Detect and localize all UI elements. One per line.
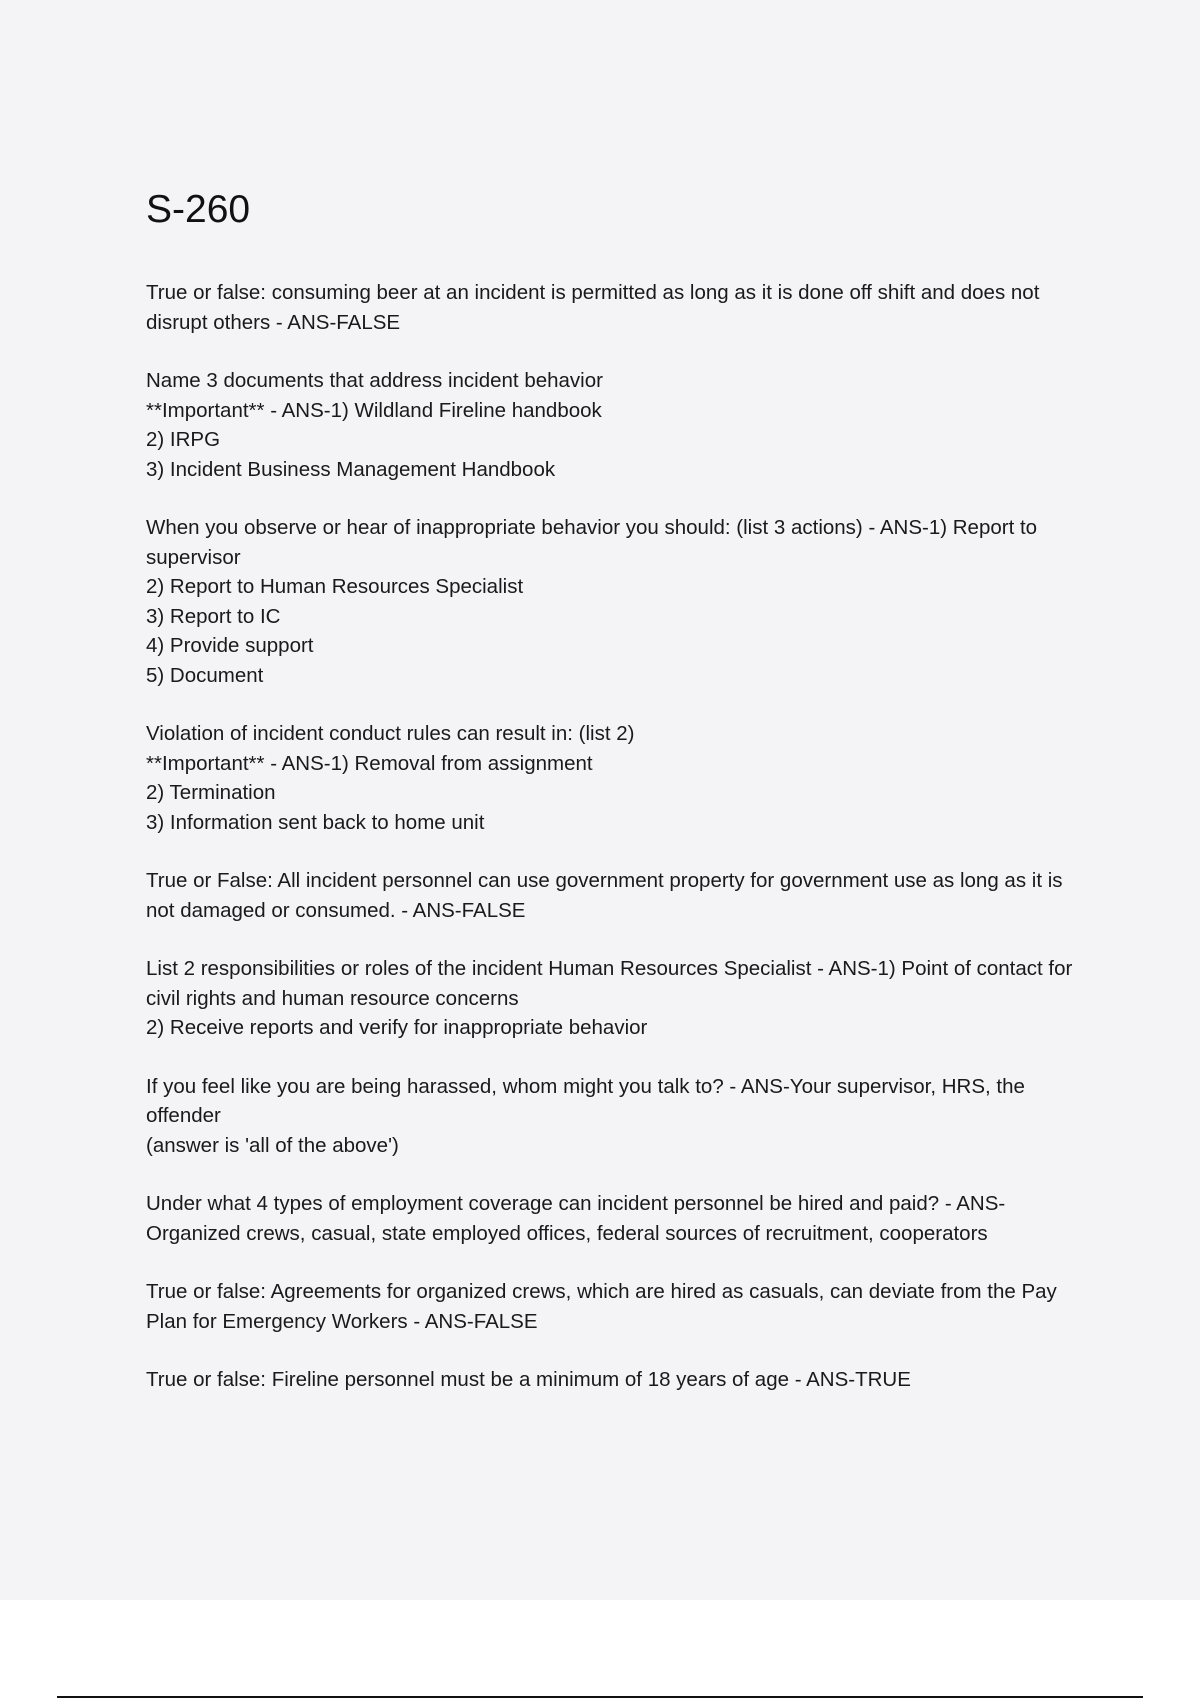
document-title: S-260 [146, 188, 251, 231]
qa-list [146, 278, 1096, 1424]
qa-entry-5: True or False: All incident personnel can use government property for government use as long as it is not damaged or consumed. - ANS-FALSE [146, 869, 1063, 922]
qa-entry-3: When you observe or hear of inappropriate behavior you should: (list 3 actions) - ANS-1) Report to supervisor 2) Report to Human Resources Specialist 3) Report to IC 4) Provide support 5) Document [146, 516, 1038, 687]
footer-divider [57, 1696, 1143, 1698]
qa-entry-10: True or false: Fireline personnel must be a minimum of 18 years of age - ANS-TRUE [146, 1368, 911, 1391]
qa-entry-7: If you feel like you are being harassed, whom might you talk to? - ANS-Your supervisor, HRS, the offender (answer is 'all of the above') [146, 1074, 1025, 1157]
qa-entry-4: Violation of incident conduct rules can result in: (list 2) **Important** - ANS-1) Removal from assignment 2) Termination 3) Information sent back to home unit [146, 722, 635, 834]
qa-entry-9: True or false: Agreements for organized crews, which are hired as casuals, can deviate from the Pay Plan for Emergency Workers - ANS-FALSE [146, 1280, 1057, 1333]
qa-entry-8: Under what 4 types of employment coverage can incident personnel be hired and paid? - ANS-Organized crews, casual, state employed offices, federal sources of recruitment, cooperators [146, 1192, 1006, 1245]
qa-entry-6: List 2 responsibilities or roles of the incident Human Resources Specialist - ANS-1) Point of contact for civil rights and human resource concerns 2) Receive reports and verify for inappropriate behavior [146, 957, 1073, 1039]
qa-entry-1: True or false: consuming beer at an incident is permitted as long as it is done off shift and does not disrupt others - ANS-FALSE [146, 281, 1040, 334]
qa-entry-2: Name 3 documents that address incident behavior **Important** - ANS-1) Wildland Fireline handbook 2) IRPG 3) Incident Business Management Handbook [146, 369, 603, 481]
